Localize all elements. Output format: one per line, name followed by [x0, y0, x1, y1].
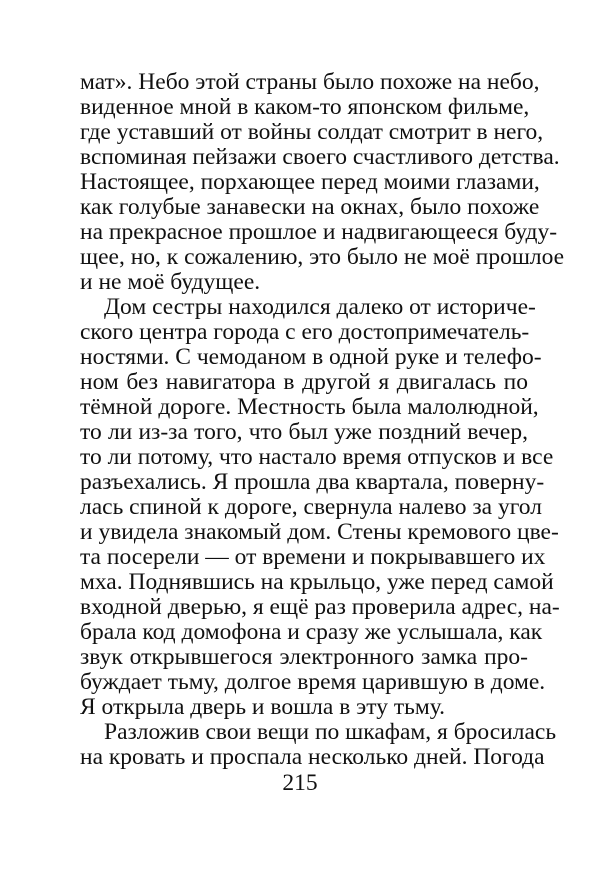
text-line: щее, но, к сожалению, это было не моё прошлое [80, 244, 565, 270]
text-line: брала код домофона и сразу же услышала, как [80, 619, 543, 645]
text-line: буждает тьму, долгое время царившую в доме. [80, 669, 546, 695]
text-line: ном без навигатора в другой я двигалась по [80, 369, 528, 395]
text-line: виденное мной в каком-то японском фильме, [80, 94, 530, 120]
text-line: Я открыла дверь и вошла в эту тьму. [80, 694, 445, 720]
text-line: и не моё будущее. [80, 269, 261, 295]
text-line: то ли из-за того, что был уже поздний вечер, [80, 419, 528, 445]
page-number: 215 [282, 770, 318, 796]
text-line: как голубые занавески на окнах, было похоже [80, 194, 540, 220]
text-line: на прекрасное прошлое и надвигающееся буду- [80, 219, 558, 245]
text-line: Разложив свои вещи по шкафам, я бросилась [104, 719, 557, 745]
text-line: тёмной дороге. Местность была малолюдной, [80, 394, 539, 420]
text-line: разъехались. Я прошла два квартала, поверну- [80, 469, 545, 495]
text-line: ского центра города с его достопримечатель- [80, 319, 530, 345]
text-line: мат». Небо этой страны было похоже на небо, [80, 69, 540, 95]
text-line: входной дверью, я ещё раз проверила адрес, на- [80, 594, 560, 620]
text-line: вспоминая пейзажи своего счастливого детства. [80, 144, 560, 170]
text-line: Настоящее, порхающее перед моими глазами, [80, 169, 540, 195]
text-line: и увидела знакомый дом. Стены кремового цве- [80, 519, 559, 545]
text-line: то ли потому, что настало время отпусков и все [80, 444, 554, 470]
text-line: мха. Поднявшись на крыльцо, уже перед самой [80, 569, 554, 595]
text-line: лась спиной к дороге, свернула налево за угол [80, 494, 542, 520]
text-line: та посерели — от времени и покрывавшего их [80, 544, 546, 570]
text-line: на кровать и проспала несколько дней. Погода [80, 744, 545, 770]
text-line: где уставший от войны солдат смотрит в него, [80, 119, 544, 145]
text-line: Дом сестры находился далеко от историче- [104, 294, 536, 320]
text-line: ностями. С чемоданом в одной руке и телефо- [80, 344, 542, 370]
text-line: звук открывшегося электронного замка про- [80, 644, 528, 670]
